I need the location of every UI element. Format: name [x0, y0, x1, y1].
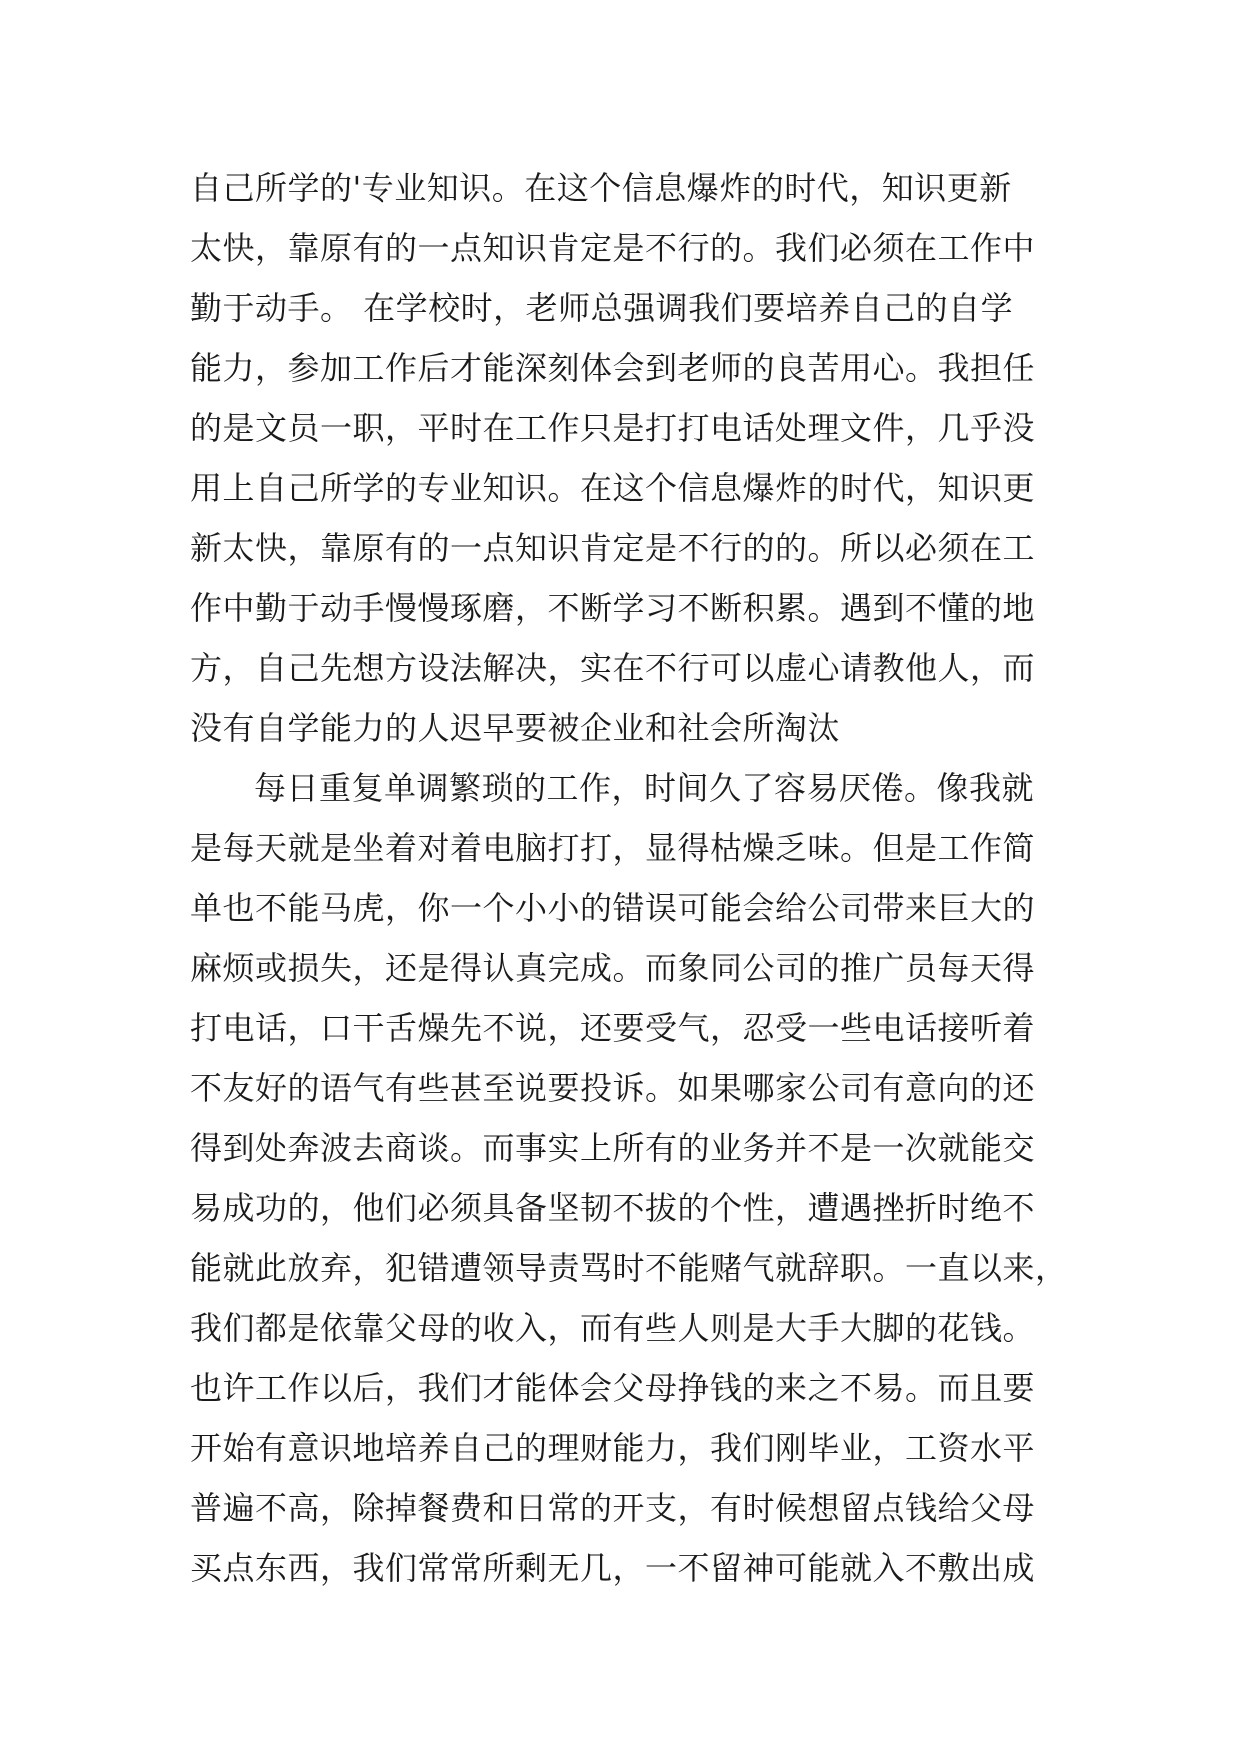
- text-line: 方，自己先想方设法解决，实在不行可以虚心请教他人，而: [190, 649, 1036, 687]
- text-line: 单也不能马虎，你一个小小的错误可能会给公司带来巨大的: [190, 889, 1036, 927]
- document-body: [190, 158, 1068, 1598]
- text-line: 自己所学的'专业知识。在这个信息爆炸的时代，知识更新: [190, 169, 1012, 207]
- text-line: 也许工作以后，我们才能体会父母挣钱的来之不易。而且要: [190, 1369, 1036, 1407]
- text-line: 开始有意识地培养自己的理财能力，我们刚毕业，工资水平: [190, 1429, 1036, 1467]
- text-line: 易成功的，他们必须具备坚韧不拔的个性，遭遇挫折时绝不: [190, 1189, 1036, 1227]
- text-line: 的是文员一职，平时在工作只是打打电话处理文件，几乎没: [190, 409, 1036, 447]
- paragraph-1: [190, 158, 1050, 758]
- text-line: 普遍不高，除掉餐费和日常的开支，有时候想留点钱给父母: [190, 1489, 1036, 1527]
- text-line: 没有自学能力的人迟早要被企业和社会所淘汰: [190, 709, 841, 747]
- text-line: 能就此放弃，犯错遭领导责骂时不能赌气就辞职。一直以来，: [190, 1249, 1068, 1287]
- text-line: 每日重复单调繁琐的工作，时间久了容易厌倦。像我就: [254, 769, 1035, 807]
- text-line: 麻烦或损失，还是得认真完成。而象同公司的推广员每天得: [190, 949, 1036, 987]
- text-line: 作中勤于动手慢慢琢磨，不断学习不断积累。遇到不懂的地: [190, 589, 1036, 627]
- text-line: 勤于动手。 在学校时，老师总强调我们要培养自己的自学: [190, 289, 1014, 327]
- text-line: 不友好的语气有些甚至说要投诉。如果哪家公司有意向的还: [190, 1069, 1036, 1107]
- text-line: 我们都是依靠父母的收入，而有些人则是大手大脚的花钱。: [190, 1309, 1036, 1347]
- text-line: 太快，靠原有的一点知识肯定是不行的。我们必须在工作中: [190, 229, 1036, 267]
- text-line: 新太快，靠原有的一点知识肯定是不行的的。所以必须在工: [190, 529, 1036, 567]
- text-line: 是每天就是坐着对着电脑打打，显得枯燥乏味。但是工作简: [190, 829, 1036, 867]
- text-line: 能力，参加工作后才能深刻体会到老师的良苦用心。我担任: [190, 349, 1036, 387]
- text-line: 买点东西，我们常常所剩无几，一不留神可能就入不敷出成: [190, 1549, 1036, 1587]
- paragraph-2: [190, 758, 1068, 1598]
- text-line: 用上自己所学的专业知识。在这个信息爆炸的时代，知识更: [190, 469, 1036, 507]
- text-line: 打电话，口干舌燥先不说，还要受气，忍受一些电话接听着: [190, 1009, 1036, 1047]
- text-line: 得到处奔波去商谈。而事实上所有的业务并不是一次就能交: [190, 1129, 1036, 1167]
